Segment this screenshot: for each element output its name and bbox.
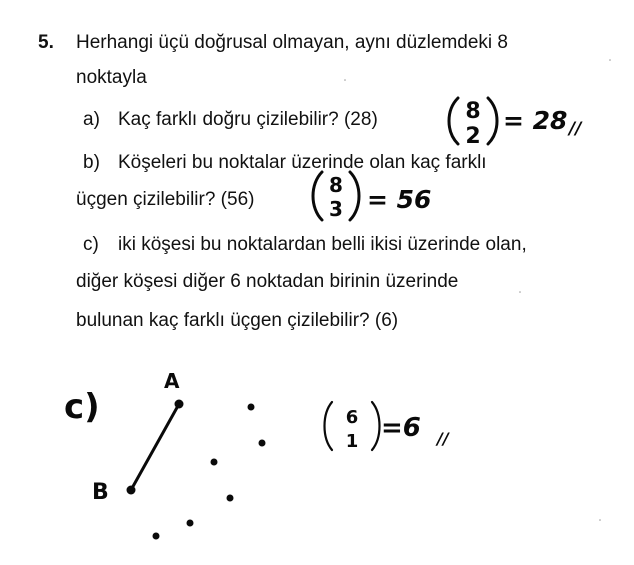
part-b-label: b)	[83, 152, 100, 173]
part-c-text-line-1: iki köşesi bu noktalardan belli ikisi üzerinde olan,	[118, 234, 527, 255]
part-b-answer-result: = 56	[367, 185, 432, 214]
question-stem-line-2: noktayla	[76, 67, 147, 88]
point	[259, 440, 266, 447]
point-a-label: A	[164, 369, 180, 393]
part-a-right-paren	[488, 98, 497, 144]
part-a-answer-top: 8	[465, 99, 481, 124]
part-a-text: Kaç farklı doğru çizilebilir? (28)	[118, 109, 378, 130]
sketch-answer-bottom: 1	[345, 431, 359, 452]
point	[187, 520, 194, 527]
part-c-text-line-3: bulunan kaç farklı üçgen çizilebilir? (6)	[76, 310, 399, 331]
part-a-label: a)	[83, 109, 100, 130]
point-set	[127, 400, 266, 540]
point	[211, 459, 218, 466]
part-a-answer-bottom: 2	[465, 124, 481, 149]
part-b-text-line-2: üçgen çizilebilir? (56)	[76, 189, 255, 210]
sketch-answer-top: 6	[345, 407, 359, 428]
point	[248, 404, 255, 411]
part-c-text-line-2: diğer köşesi diğer 6 noktadan birinin üzerinde	[76, 271, 459, 292]
segment-ab	[131, 404, 179, 490]
part-a-left-paren	[449, 98, 458, 144]
question-stem-line-1: Herhangi üçü doğrusal olmayan, aynı düzlemdeki 8	[76, 32, 508, 53]
part-b-left-paren	[313, 172, 322, 220]
question-number: 5.	[38, 32, 54, 53]
part-b-text-line-1: Köşeleri bu noktalar üzerinde olan kaç farklı	[118, 152, 487, 173]
sketch-answer-result: =6	[381, 413, 421, 443]
part-a-check-mark: //	[569, 119, 582, 139]
part-b-right-paren	[350, 172, 359, 220]
point-b-label: B	[92, 480, 109, 505]
part-a-answer-result: = 28	[503, 106, 568, 135]
part-c-label: c)	[83, 234, 99, 255]
sketch-left-paren	[325, 402, 333, 450]
point	[153, 533, 160, 540]
point-a	[175, 400, 184, 409]
sketch-c-label: c)	[64, 387, 100, 427]
point-b	[127, 486, 136, 495]
point	[227, 495, 234, 502]
part-b-answer-bottom: 3	[329, 197, 343, 221]
sketch-right-paren	[372, 402, 380, 450]
part-b-answer-top: 8	[329, 173, 343, 197]
sketch-check-mark: //	[437, 429, 449, 448]
